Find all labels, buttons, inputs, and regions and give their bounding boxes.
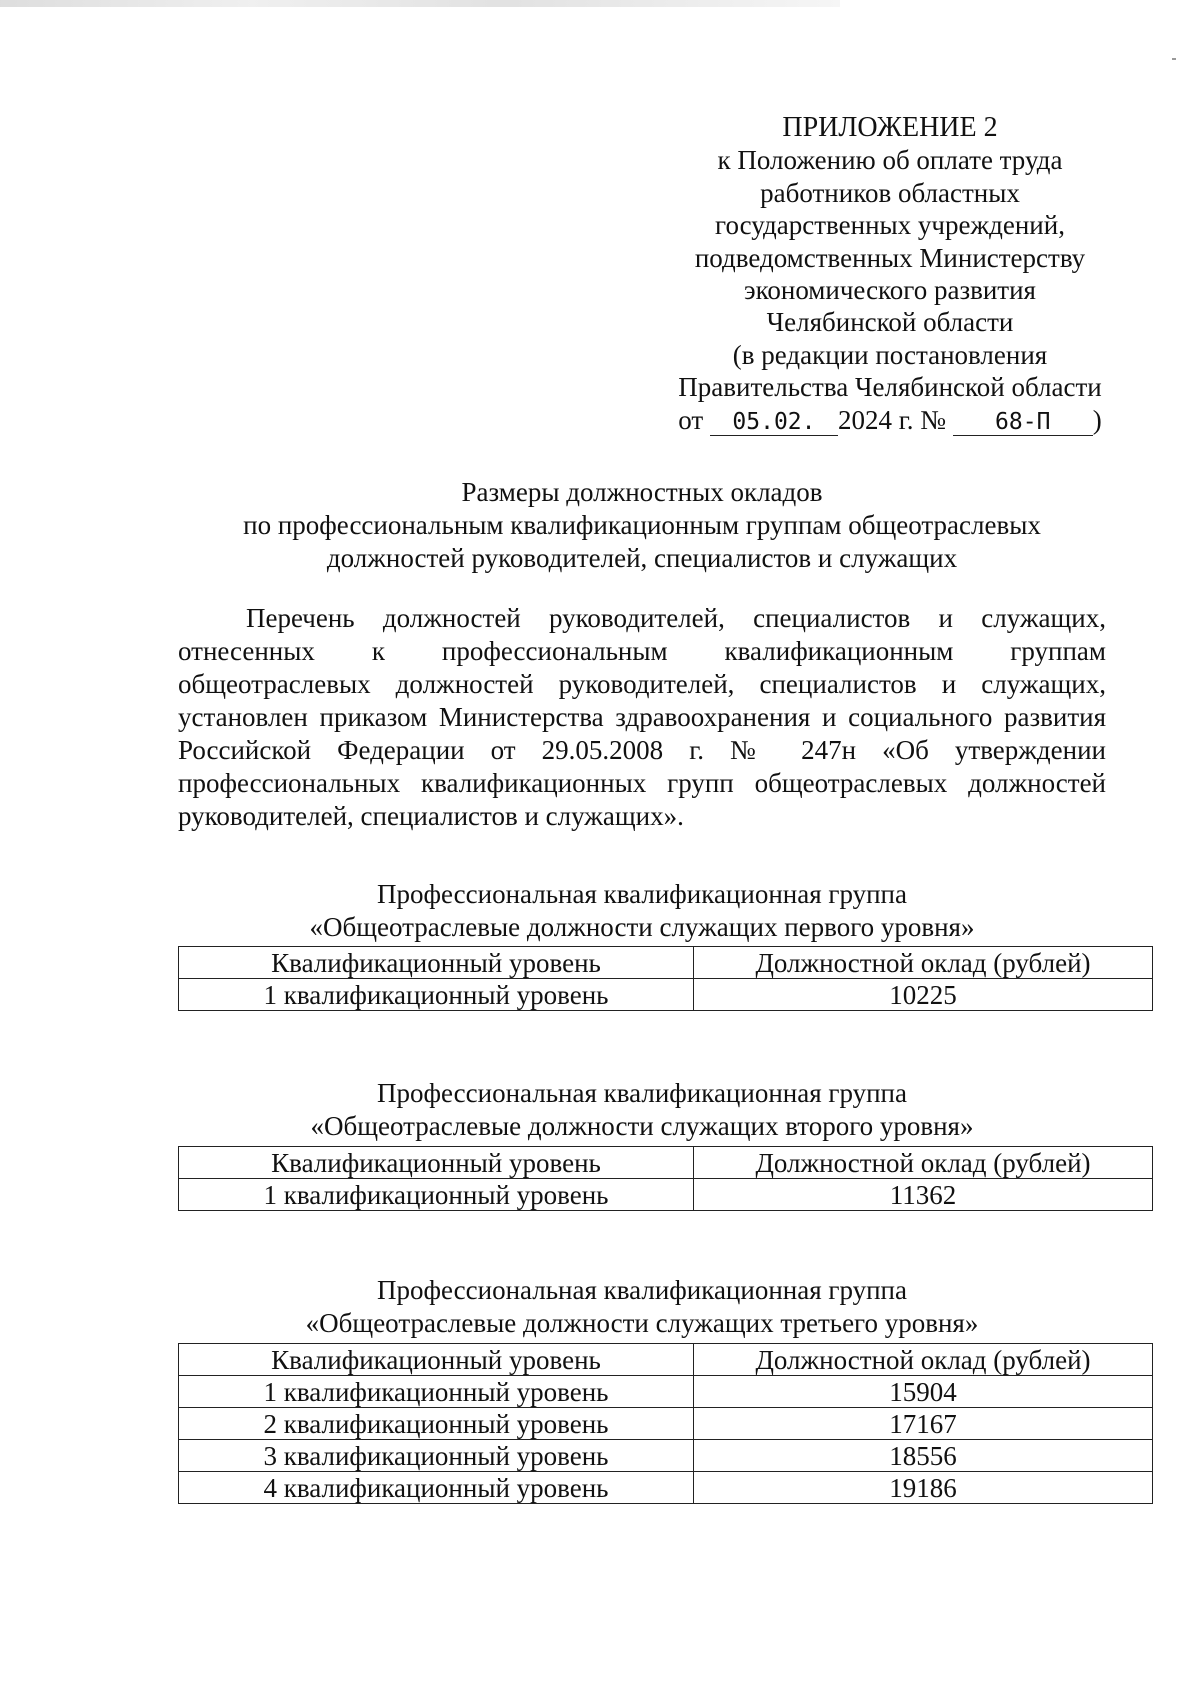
salary-cell: 11362 <box>694 1179 1153 1211</box>
paragraph-line: установлен приказом Министерства здравоохранения и социального развития <box>178 702 1106 732</box>
appendix-heading: ПРИЛОЖЕНИЕ 2 <box>782 112 998 143</box>
salary-cell: 18556 <box>694 1440 1153 1472</box>
appendix-header <box>655 112 1125 436</box>
resolution-date-line <box>655 404 1125 436</box>
salary-cell: 15904 <box>694 1376 1153 1408</box>
paragraph-line: профессиональных квалификационных групп общеотраслевых должностей <box>178 768 1106 798</box>
level-cell: 1 квалификационный уровень <box>179 1376 694 1408</box>
appendix-line: Правительства Челябинской области <box>678 372 1102 403</box>
table-header-row <box>179 1147 1153 1179</box>
date-suffix: ) <box>1092 404 1102 435</box>
paragraph-line: руководителей, специалистов и служащих». <box>178 801 684 831</box>
group-title-line: «Общеотраслевые должности служащих второго уровня» <box>310 1111 974 1141</box>
resolution-number: 68-П <box>953 409 1093 436</box>
table-row <box>179 1472 1153 1504</box>
appendix-line: экономического развития <box>744 275 1036 306</box>
group-title-first-level <box>178 878 1106 944</box>
level-cell: 1 квалификационный уровень <box>179 1179 694 1211</box>
group-title-line: «Общеотраслевые должности служащих первого уровня» <box>309 912 975 942</box>
appendix-line: государственных учреждений, <box>715 210 1065 241</box>
intro-paragraph <box>178 602 1106 833</box>
table-row <box>179 1440 1153 1472</box>
document-title <box>178 476 1106 575</box>
group-title-line: Профессиональная квалификационная группа <box>377 879 907 909</box>
appendix-line: работников областных <box>760 177 1020 208</box>
scan-speck <box>1172 58 1176 60</box>
column-header-level: Квалификационный уровень <box>179 1344 694 1376</box>
group-title-line: Профессиональная квалификационная группа <box>377 1078 907 1108</box>
group-title-third-level <box>178 1274 1106 1340</box>
title-line: должностей руководителей, специалистов и служащих <box>326 543 958 573</box>
appendix-line: подведомственных Министерству <box>694 242 1086 273</box>
date-prefix: от <box>678 404 704 435</box>
column-header-salary: Должностной оклад (рублей) <box>694 1344 1153 1376</box>
salary-table-first-level <box>178 946 1153 1011</box>
level-cell: 2 квалификационный уровень <box>179 1408 694 1440</box>
paragraph-line: Российской Федерации от 29.05.2008 г. № 247н «Об утверждении <box>178 735 1106 765</box>
appendix-line: к Положению об оплате труда <box>717 145 1063 176</box>
salary-cell: 10225 <box>694 979 1153 1011</box>
appendix-line: (в редакции постановления <box>732 339 1048 370</box>
level-cell: 4 квалификационный уровень <box>179 1472 694 1504</box>
table-row <box>179 1408 1153 1440</box>
salary-cell: 17167 <box>694 1408 1153 1440</box>
group-title-second-level <box>178 1077 1106 1143</box>
column-header-level: Квалификационный уровень <box>179 1147 694 1179</box>
table-row <box>179 1376 1153 1408</box>
table-row <box>179 979 1153 1011</box>
table-row <box>179 1179 1153 1211</box>
column-header-level: Квалификационный уровень <box>179 947 694 979</box>
paragraph-line: Перечень должностей руководителей, специалистов и служащих, <box>246 603 1106 633</box>
title-line: Размеры должностных окладов <box>461 477 823 507</box>
salary-table-third-level <box>178 1343 1153 1504</box>
level-cell: 3 квалификационный уровень <box>179 1440 694 1472</box>
appendix-line: Челябинской области <box>766 307 1014 338</box>
scan-artifact <box>0 0 840 7</box>
title-line: по профессиональным квалификационным группам общеотраслевых <box>243 510 1041 540</box>
group-title-line: «Общеотраслевые должности служащих третьего уровня» <box>305 1308 979 1338</box>
table-header-row <box>179 947 1153 979</box>
column-header-salary: Должностной оклад (рублей) <box>694 1147 1153 1179</box>
salary-table-second-level <box>178 1146 1153 1211</box>
level-cell: 1 квалификационный уровень <box>179 979 694 1011</box>
resolution-year: 2024 г. № <box>837 404 946 435</box>
column-header-salary: Должностной оклад (рублей) <box>694 947 1153 979</box>
paragraph-line: общеотраслевых должностей руководителей, специалистов и служащих, <box>178 669 1106 699</box>
paragraph-line: отнесенных к профессиональным квалификационным группам <box>178 636 1106 666</box>
salary-cell: 19186 <box>694 1472 1153 1504</box>
resolution-date: 05.02. <box>710 409 838 436</box>
table-header-row <box>179 1344 1153 1376</box>
group-title-line: Профессиональная квалификационная группа <box>377 1275 907 1305</box>
